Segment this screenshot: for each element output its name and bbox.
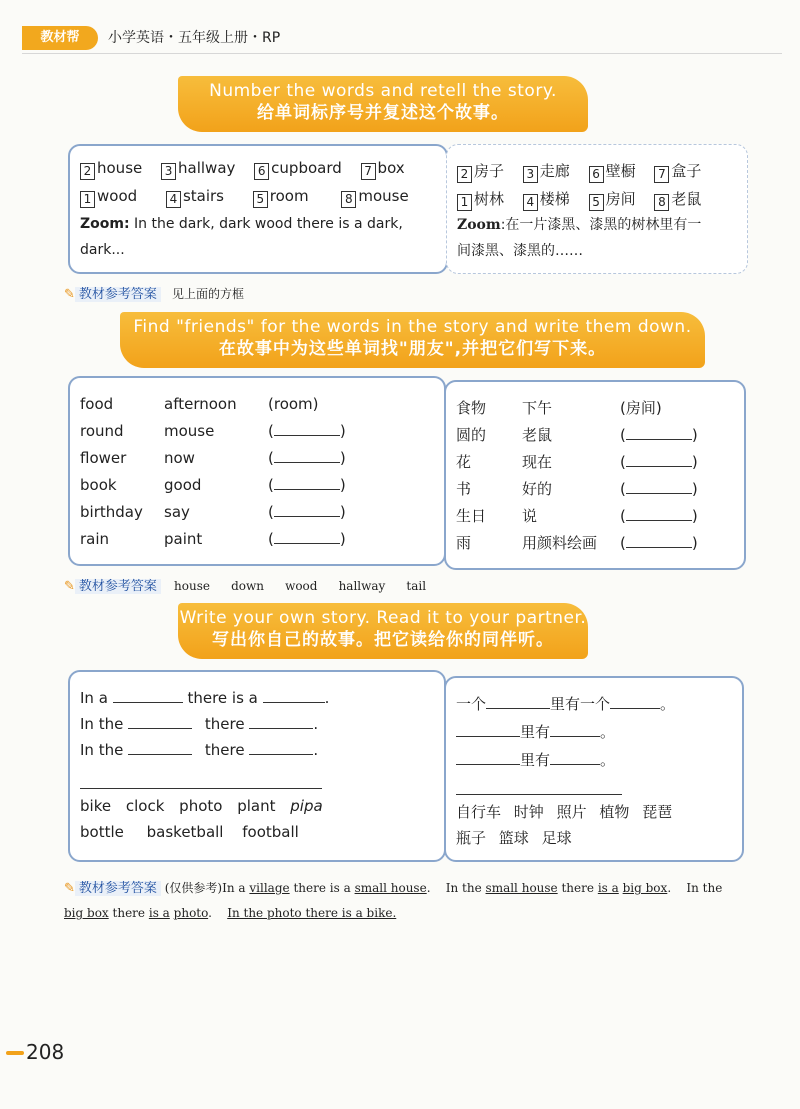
answer-text: 见上面的方框 xyxy=(172,287,245,301)
section1-left-box xyxy=(68,144,448,274)
pair-word: mouse xyxy=(164,422,215,440)
section1-left-zoom-cont: dark... xyxy=(80,242,125,258)
answer-blank: ( ) xyxy=(620,426,698,444)
pair-word: food xyxy=(80,395,114,413)
answer-blank: ( ) xyxy=(268,530,346,548)
word-bank-1-cn: 自行车 时钟 照片 植物 琵琶 xyxy=(456,803,673,821)
word-item: 2 house xyxy=(80,159,142,177)
pair-word: good xyxy=(164,476,202,494)
story-blank-line-cn xyxy=(456,794,622,795)
section1-left-zoom: Zoom: In the dark, dark wood there is a dark, xyxy=(80,216,403,232)
section1-banner xyxy=(178,76,588,132)
pair-word: round xyxy=(80,422,124,440)
answer-blank: ( ) xyxy=(268,449,346,467)
story-line-3: In the there . xyxy=(80,741,319,759)
word-item: 8 老鼠 xyxy=(654,190,701,208)
answer-blank: ( ) xyxy=(268,476,346,494)
pair-word: 生日 xyxy=(456,507,487,525)
word-item: 4 stairs xyxy=(166,187,224,205)
section2-banner-cn: 在故事中为这些单词找"朋友",并把它们写下来。 xyxy=(218,339,607,359)
pair-word: 下午 xyxy=(522,399,553,417)
section1-banner-en: Number the words and retell the story. xyxy=(209,81,557,101)
answer-label: 教材参考答案 xyxy=(75,579,161,594)
pair-word: 现在 xyxy=(522,453,553,471)
answer-blank: ( ) xyxy=(268,422,346,440)
word-item: 7 盒子 xyxy=(654,162,701,180)
word-item: 5 room xyxy=(253,187,309,205)
pair-word: 用颜料绘画 xyxy=(522,534,598,552)
pair-word: 书 xyxy=(456,480,472,498)
pair-word: paint xyxy=(164,530,203,548)
pair-word: afternoon xyxy=(164,395,237,413)
pen-icon: ✎ xyxy=(64,579,75,594)
section1-left-row2 xyxy=(80,184,409,208)
header-title: 小学英语・五年级上册・RP xyxy=(108,30,281,46)
answer-label: 教材参考答案 xyxy=(75,881,161,896)
section2-left-box xyxy=(68,376,446,566)
answer-blank: ( ) xyxy=(620,453,698,471)
answer-blank: ( ) xyxy=(268,503,346,521)
story-line-2-cn: 里有 。 xyxy=(456,720,615,744)
story-line-3-cn: 里有 。 xyxy=(456,748,615,772)
answer-word: hallway xyxy=(338,579,386,593)
answer-label: 教材参考答案 xyxy=(75,287,161,302)
word-item: 3 走廊 xyxy=(523,162,570,180)
pair-word: 花 xyxy=(456,453,472,471)
section1-right-box xyxy=(446,144,748,274)
answer-word: down xyxy=(231,579,264,593)
pair-word: flower xyxy=(80,449,127,467)
section1-answer xyxy=(64,283,244,304)
answer-blank: (房间) xyxy=(620,399,662,417)
word-item: 1 wood xyxy=(80,187,137,205)
section3-answer: ✎ 教材参考答案 (仅供参考)In a village there is a small house. In the small house there is a big box. In the big box there is a photo. In the photo there is a bike. xyxy=(64,881,723,920)
story-blank-line xyxy=(80,788,322,789)
word-item: 6 cupboard xyxy=(254,159,342,177)
section1-banner-cn: 给单词标序号并复述这个故事。 xyxy=(257,103,509,123)
section3-right-box xyxy=(444,676,744,862)
word-item: 2 房子 xyxy=(457,162,504,180)
page-marker xyxy=(6,1051,24,1055)
word-item: 5 房间 xyxy=(589,190,636,208)
section3-banner-cn: 写出你自己的故事。把它读给你的同伴听。 xyxy=(212,630,554,650)
word-item: 7 box xyxy=(361,159,405,177)
header-badge: 教材帮 xyxy=(22,26,98,50)
section3-banner xyxy=(178,603,588,659)
pair-word: birthday xyxy=(80,503,143,521)
section1-right-row2 xyxy=(457,187,701,211)
pair-word: 好的 xyxy=(522,480,553,498)
pair-word: 圆的 xyxy=(456,426,487,444)
pair-word: 雨 xyxy=(456,534,472,552)
section1-left-row1 xyxy=(80,156,405,180)
pen-icon: ✎ xyxy=(64,287,75,302)
word-item: 4 楼梯 xyxy=(523,190,570,208)
word-item: 8 mouse xyxy=(341,187,408,205)
word-item: 6 壁橱 xyxy=(589,162,636,180)
answer-word: tail xyxy=(406,579,427,593)
section1-right-zoom-cont: 间漆黑、漆黑的…… xyxy=(457,243,583,259)
section2-banner-en: Find "friends" for the words in the story and write them down. xyxy=(133,317,692,337)
story-line-1-cn: 一个 里有一个 。 xyxy=(456,695,676,713)
section2-answer xyxy=(64,575,426,596)
answer-blank: ( ) xyxy=(620,480,698,498)
story-line-2: In the there . xyxy=(80,715,319,733)
section3-banner-en: Write your own story. Read it to your partner. xyxy=(179,608,587,628)
pair-word: 食物 xyxy=(456,399,487,417)
pair-word: rain xyxy=(80,530,110,548)
word-item: 1 树林 xyxy=(457,190,504,208)
answer-word: house xyxy=(174,579,210,593)
pen-icon: ✎ xyxy=(64,881,75,896)
answer-blank: (room) xyxy=(268,395,319,413)
section2-banner xyxy=(120,312,705,368)
page-number: 208 xyxy=(26,1040,65,1064)
pair-word: 说 xyxy=(522,507,538,525)
pair-word: book xyxy=(80,476,117,494)
header-divider xyxy=(22,53,782,54)
word-bank-2-cn: 瓶子 篮球 足球 xyxy=(456,829,572,847)
pair-word: say xyxy=(164,503,190,521)
word-bank-1: bike clock photo plant pipa xyxy=(80,797,323,815)
word-item: 3 hallway xyxy=(161,159,235,177)
answer-blank: ( ) xyxy=(620,534,698,552)
answer-word: wood xyxy=(285,579,318,593)
section1-right-zoom: Zoom:在一片漆黑、漆黑的树林里有一 xyxy=(457,217,702,233)
pair-word: 老鼠 xyxy=(522,426,553,444)
section3-left-box xyxy=(68,670,446,862)
answer-blank: ( ) xyxy=(620,507,698,525)
story-line-1: In a there is a . xyxy=(80,689,330,707)
section1-right-row1 xyxy=(457,159,701,183)
word-bank-2: bottle basketball football xyxy=(80,823,299,841)
pair-word: now xyxy=(164,449,195,467)
section2-right-box xyxy=(444,380,746,570)
